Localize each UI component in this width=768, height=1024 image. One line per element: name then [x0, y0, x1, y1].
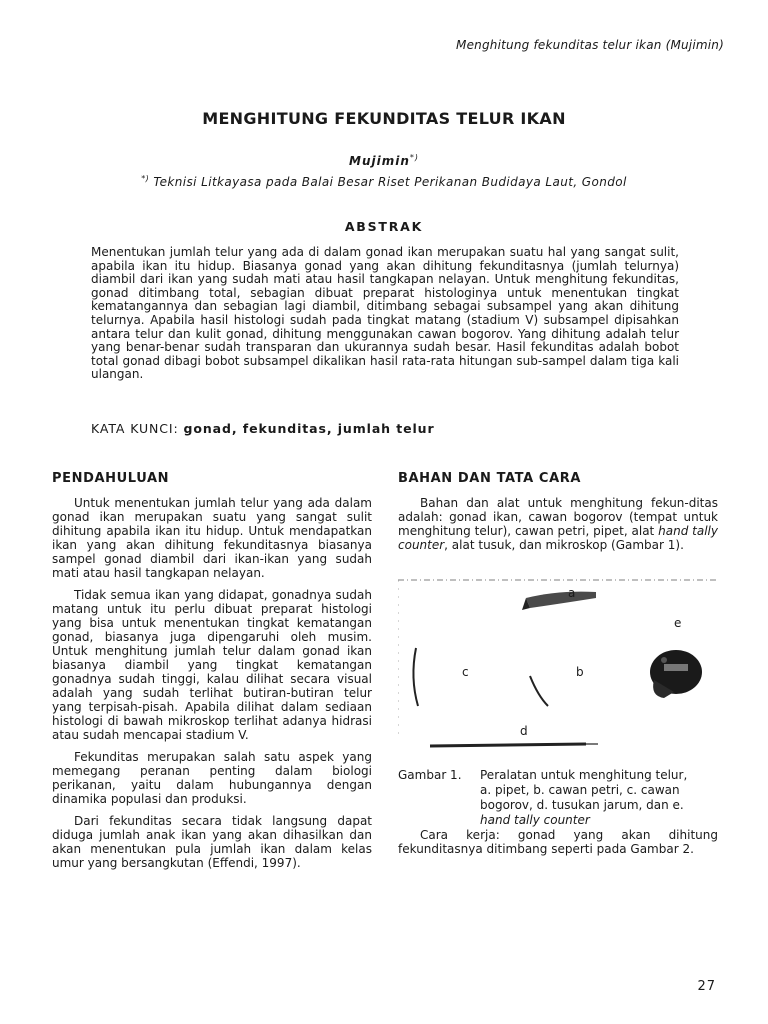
- caption-line-1: Peralatan untuk menghitung telur,: [480, 768, 688, 782]
- pendahuluan-paragraph-4: Dari fekunditas secara tidak langsung dapat diduga jumlah anak ikan yang akan dihasilkan dan akan menentukan pula jumlah ikan dalam kelas umur yang bersangkutan (Effendi, 1997).: [52, 814, 372, 870]
- bahan-intro-paragraph: [398, 496, 718, 552]
- paper-title: MENGHITUNG FEKUNDITAS TELUR IKAN: [202, 109, 566, 128]
- equipment-photo-illustration: [398, 568, 718, 758]
- bahan-intro-before: Bahan dan alat untuk menghitung fekun-ditas adalah: gonad ikan, cawan bogorov (tempat untuk menghitung telur), cawan petri, pipet, alat: [398, 496, 718, 538]
- bahan-intro-after: , alat tusuk, dan mikroskop (Gambar 1).: [444, 538, 684, 552]
- section-heading-bahan: BAHAN DAN TATA CARA: [398, 471, 582, 486]
- caption-line-4: hand tally counter: [480, 813, 590, 827]
- abstract-heading: ABSTRAK: [344, 219, 424, 234]
- caption-text: [480, 768, 718, 828]
- section-heading-pendahuluan: PENDAHULUAN: [52, 471, 170, 486]
- keywords-text: gonad, fekunditas, jumlah telur: [183, 421, 435, 436]
- author-line: [0, 153, 768, 168]
- keywords: [91, 421, 679, 436]
- figure-label-b: b: [576, 665, 584, 679]
- pendahuluan-paragraph-1: Untuk menentukan jumlah telur yang ada dalam gonad ikan merupakan suatu yang sangat sulit dihitung apabila ikan itu hidup. Untuk mendapatkan ikan yang akan dihitung fekunditasnya biasanya sampel gonad diambil dari ikan-ikan yang sudah mati atau hasil tangkapan nelayan.: [52, 496, 372, 580]
- tusukan-jarum-shape: [430, 744, 598, 746]
- figure-label-c: c: [462, 665, 469, 679]
- figure-label-d: d: [520, 724, 528, 738]
- author-mark: *): [409, 153, 419, 162]
- bahan-intro-italic: hand tally counter: [398, 524, 718, 552]
- pipet-shape: [522, 592, 596, 610]
- hand-tally-counter-shape: [650, 650, 702, 698]
- abstract-text: Menentukan jumlah telur yang ada di dalam gonad ikan merupakan suatu hal yang sangat sulit, apabila ikan itu hidup. Biasanya gonad yang akan dihitung fekunditasnya (jumlah telurnya) diambil dari ikan yang sudah mati atau hasil tangkapan nelayan. Untuk menghitung fekunditas, gonad ditimbang total, sebagian dibuat preparat histologinya untuk menentukan tingkat kematangannya dan sebagian lagi diambil, ditimbang sebagai subsampel yang akan dihitung telurnya. Apabila hasil histologi sudah pada tingkat matang (stadium V) subsampel dipisahkan antara telur dan kulit gonad, dihitung menggunakan cawan bogorov. Yang dihitung adalah telur yang benar-benar sudah transparan dan ukurannya sudah besar. Hasil fekunditas adalah bobot total gonad dibagi bobot subsampel dikalikan hasil rata-rata hitungan sub-sampel dalam tiga kali ulangan.: [91, 245, 679, 382]
- figure-label-a: a: [568, 586, 576, 600]
- cara-kerja-paragraph: Cara kerja: gonad yang akan dihitung fekunditasnya ditimbang seperti pada Gambar 2.: [398, 828, 718, 856]
- author-name: Mujimin: [349, 154, 410, 168]
- cawan-bogorov-shape: [413, 648, 418, 706]
- caption-line-2: a. pipet, b. cawan petri, c. cawan: [480, 783, 680, 797]
- figure-1-caption: [398, 768, 718, 828]
- figure-1-equipment-photo: [398, 568, 718, 758]
- cawan-petri-shape: [530, 676, 548, 706]
- caption-number: Gambar 1.: [398, 768, 462, 782]
- caption-line-3: bogorov, d. tusukan jarum, dan e.: [480, 798, 684, 812]
- affiliation: [0, 174, 768, 189]
- pendahuluan-paragraph-2: Tidak semua ikan yang didapat, gonadnya sudah matang untuk itu perlu dibuat preparat histologi yang bisa untuk menentukan tingkat kematangan gonad, biasanya juga dipengaruhi oleh musim. Untuk menghitung jumlah telur dalam gonad ikan biasanya diambil yang tingkat kematangan gonadnya sudah tinggi, kalau dilihat secara visual adalah yang sudah terlihat butiran-butiran telur yang terpisah-pisah. Apabila dilihat dalam sediaan histologi di bawah mikroskop terlihat adanya hidrasi atau sudah mencapai stadium V.: [52, 588, 372, 742]
- pendahuluan-paragraph-3: Fekunditas merupakan salah satu aspek yang memegang peranan penting dalam biologi perikanan, yaitu dalam hubungannya dengan dinamika populasi dan produksi.: [52, 750, 372, 806]
- figure-label-e: e: [674, 616, 682, 630]
- keywords-label: KATA KUNCI:: [91, 421, 179, 436]
- affiliation-text: Teknisi Litkayasa pada Balai Besar Riset Perikanan Budidaya Laut, Gondol: [153, 175, 627, 189]
- running-head: Menghitung fekunditas telur ikan (Mujimin): [456, 38, 724, 52]
- affiliation-mark: *): [141, 174, 150, 183]
- page-number: 27: [697, 979, 716, 994]
- right-column: [398, 471, 718, 864]
- left-column: [52, 471, 372, 878]
